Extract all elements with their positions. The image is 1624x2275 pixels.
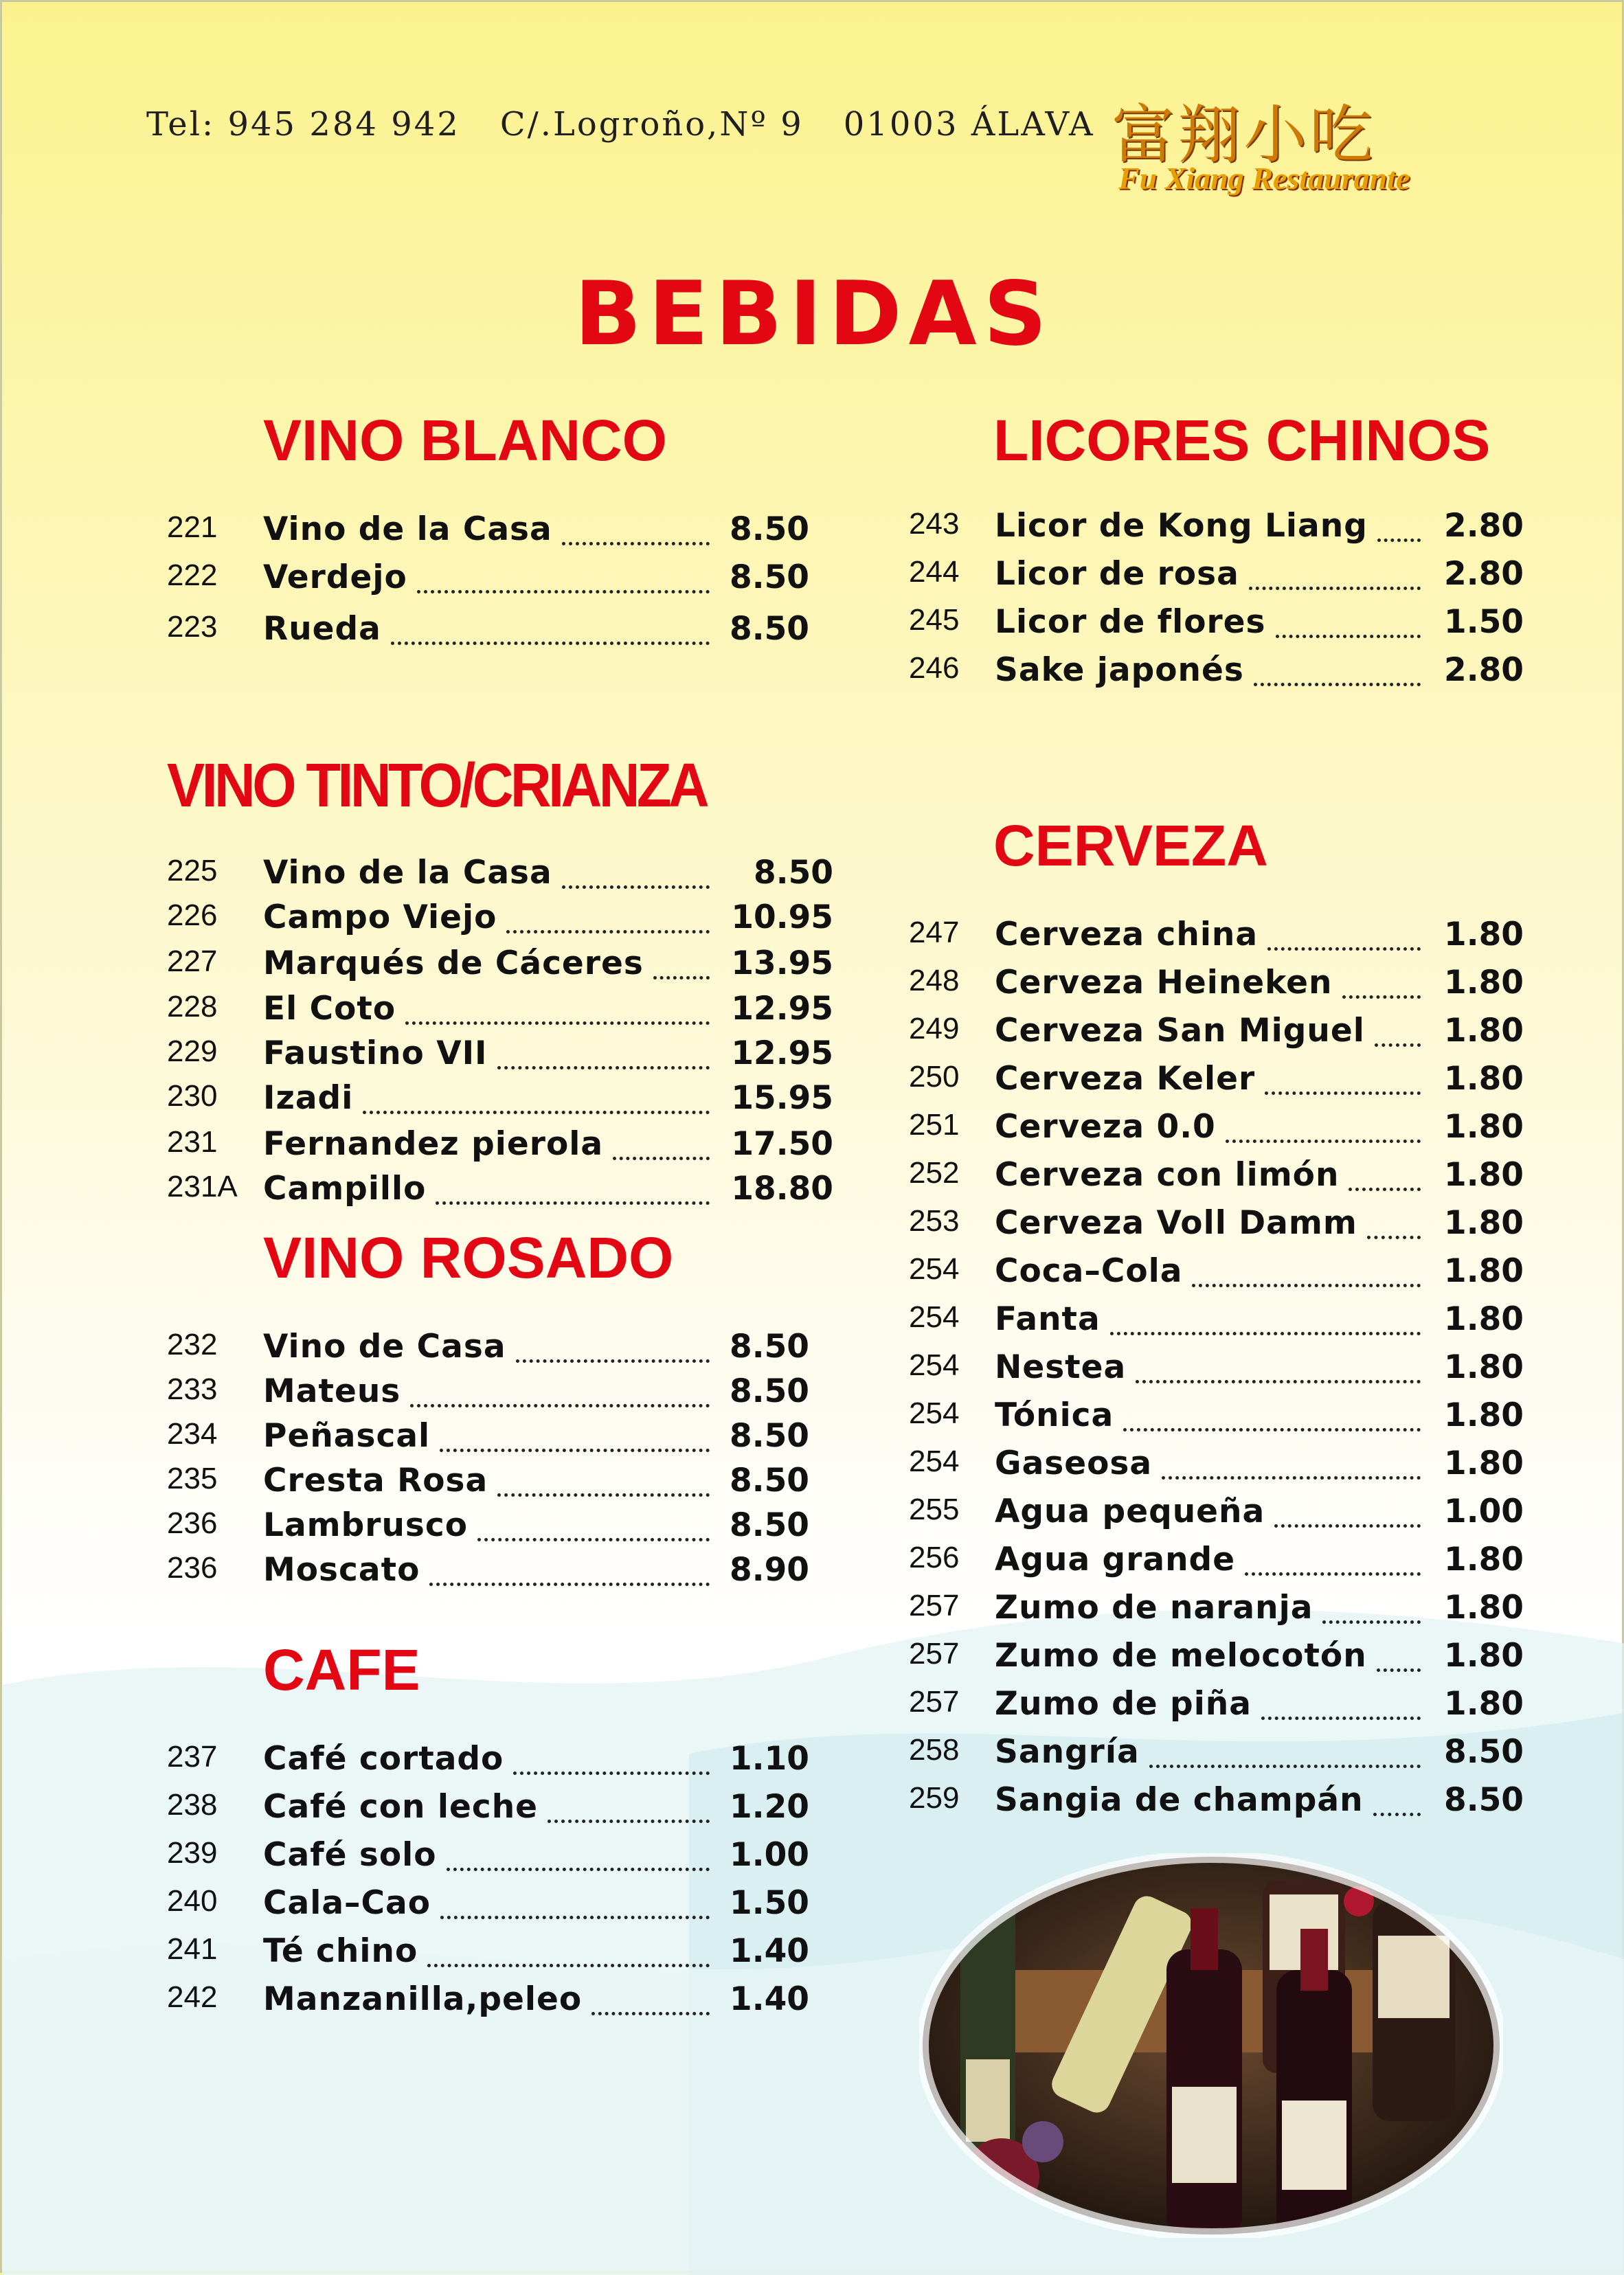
dot-leader <box>1249 587 1421 590</box>
item-name: Izadi <box>263 1079 354 1117</box>
dot-leader <box>1373 1813 1421 1816</box>
item-price: 1.10 <box>730 1740 809 1778</box>
menu-item-row <box>167 1980 816 2028</box>
menu-item-row <box>167 510 816 558</box>
menu-item-row <box>909 1733 1531 1781</box>
item-name: Cerveza 0.0 <box>995 1108 1216 1146</box>
item-name: Cerveza Keler <box>995 1060 1256 1098</box>
item-code: 250 <box>909 1060 960 1094</box>
item-price: 1.40 <box>730 1932 809 1970</box>
item-name: Mateus <box>263 1372 401 1410</box>
item-name: Zumo de naranja <box>995 1589 1313 1627</box>
item-code: 236 <box>167 1551 218 1585</box>
item-price: 1.00 <box>730 1836 809 1874</box>
item-name: Nestea <box>995 1348 1127 1386</box>
dot-leader <box>417 590 710 593</box>
item-name: Vino de la Casa <box>263 510 552 548</box>
item-price: 8.50 <box>730 1372 809 1410</box>
item-code: 254 <box>909 1300 960 1334</box>
wine-bottles-photo <box>919 1853 1503 2238</box>
menu-item-row <box>909 603 1531 651</box>
item-price: 10.95 <box>731 898 833 936</box>
item-name: Agua grande <box>995 1541 1236 1578</box>
dot-leader <box>1149 1765 1421 1768</box>
dot-leader <box>591 2012 710 2015</box>
dot-leader <box>497 1493 710 1497</box>
item-code: 231A <box>167 1170 238 1203</box>
dot-leader <box>1367 1236 1421 1239</box>
item-code: 228 <box>167 990 218 1023</box>
item-name: Marqués de Cáceres <box>263 944 644 982</box>
section-title-vino-blanco: VINO BLANCO <box>263 408 667 473</box>
item-name: Verdejo <box>263 558 407 596</box>
dot-leader <box>653 976 710 980</box>
item-code: 256 <box>909 1541 960 1574</box>
item-code: 251 <box>909 1108 960 1142</box>
menu-item-row <box>909 1685 1531 1733</box>
item-price: 17.50 <box>731 1125 833 1163</box>
item-name: El Coto <box>263 990 396 1028</box>
dot-leader <box>1245 1572 1421 1576</box>
dot-leader <box>1276 635 1421 638</box>
menu-item-row <box>909 1156 1531 1204</box>
item-price: 1.80 <box>1444 1445 1524 1482</box>
menu-item-row <box>167 898 840 947</box>
menu-item-row <box>167 1170 840 1218</box>
dot-leader <box>562 542 710 545</box>
section-title-cafe: CAFE <box>263 1638 420 1702</box>
item-code: 252 <box>909 1156 960 1190</box>
dot-leader <box>1162 1476 1421 1480</box>
dot-leader <box>1192 1284 1421 1287</box>
section-title-cerveza: CERVEZA <box>993 813 1268 878</box>
dot-leader <box>1274 1524 1421 1528</box>
phone-number: Tel: 945 284 942 <box>146 105 460 144</box>
item-code: 246 <box>909 651 960 685</box>
item-price: 8.50 <box>730 1328 809 1366</box>
item-price: 1.80 <box>1444 1108 1524 1146</box>
item-price: 1.80 <box>1444 1060 1524 1098</box>
menu-item-row <box>909 1541 1531 1589</box>
item-code: 232 <box>167 1328 218 1361</box>
item-code: 244 <box>909 555 960 589</box>
menu-item-row <box>167 558 816 607</box>
item-price: 1.80 <box>1444 1300 1524 1338</box>
item-code: 249 <box>909 1012 960 1045</box>
item-code: 234 <box>167 1417 218 1451</box>
item-code: 222 <box>167 558 218 592</box>
item-price: 1.00 <box>1444 1493 1524 1530</box>
item-name: Faustino VII <box>263 1034 488 1072</box>
item-code: 221 <box>167 510 218 544</box>
dot-leader <box>429 1583 710 1586</box>
menu-item-row <box>909 1493 1531 1541</box>
contact-header <box>146 105 1135 144</box>
item-price: 1.80 <box>1444 1637 1524 1675</box>
dot-leader <box>1267 947 1421 951</box>
item-name: Campo Viejo <box>263 898 497 936</box>
item-name: Sangia de champán <box>995 1781 1364 1819</box>
section-title-vino-tinto: VINO TINTO/CRIANZA <box>167 751 707 820</box>
menu-item-row <box>909 1445 1531 1493</box>
dot-leader <box>440 1916 710 1919</box>
menu-item-row <box>167 1932 816 1980</box>
logo-chinese-name: 富翔小吃 <box>1112 98 1376 172</box>
menu-item-row <box>167 1740 816 1788</box>
menu-item-row <box>167 1788 816 1836</box>
menu-item-row <box>167 1328 816 1376</box>
item-price: 8.50 <box>730 610 809 648</box>
item-code: 254 <box>909 1445 960 1478</box>
menu-item-row <box>909 1108 1531 1156</box>
item-name: Cerveza con limón <box>995 1156 1340 1194</box>
street-address: C/.Logroño,Nº 9 <box>499 105 804 144</box>
dot-leader <box>1110 1332 1421 1335</box>
item-code: 254 <box>909 1396 960 1430</box>
menu-item-row <box>167 990 840 1038</box>
menu-item-row <box>909 964 1531 1012</box>
item-code: 227 <box>167 944 218 978</box>
item-name: Café solo <box>263 1836 437 1874</box>
menu-item-row <box>909 1252 1531 1300</box>
item-name: Cerveza Voll Damm <box>995 1204 1357 1242</box>
dot-leader <box>548 1820 710 1823</box>
item-code: 236 <box>167 1506 218 1540</box>
menu-item-row <box>909 1348 1531 1396</box>
item-code: 230 <box>167 1079 218 1113</box>
dot-leader <box>497 1066 710 1069</box>
item-code: 254 <box>909 1348 960 1382</box>
dot-leader <box>1342 995 1421 999</box>
postal-city: 01003 ÁLAVA <box>843 105 1095 144</box>
dot-leader <box>391 642 710 645</box>
item-price: 8.50 <box>730 558 809 596</box>
item-price: 1.80 <box>1444 1589 1524 1627</box>
item-name: Gaseosa <box>995 1445 1153 1482</box>
item-code: 257 <box>909 1589 960 1622</box>
item-name: Manzanilla,peleo <box>263 1980 583 2018</box>
dot-leader <box>562 885 710 889</box>
item-code: 245 <box>909 603 960 637</box>
item-name: Cala–Cao <box>263 1884 431 1922</box>
item-name: Licor de Kong Liang <box>995 507 1368 545</box>
item-price: 1.50 <box>730 1884 809 1922</box>
dot-leader <box>440 1449 710 1452</box>
item-price: 13.95 <box>731 944 833 982</box>
logo-english-name: Fu Xiang Restaurante <box>1118 161 1410 196</box>
item-name: Café con leche <box>263 1788 539 1826</box>
item-price: 8.50 <box>1444 1733 1524 1771</box>
menu-item-row <box>167 944 840 993</box>
menu-item-row <box>909 555 1531 603</box>
item-name: Agua pequeña <box>995 1493 1265 1530</box>
item-code: 247 <box>909 916 960 949</box>
item-price: 8.50 <box>1444 1781 1524 1819</box>
item-name: Fernandez pierola <box>263 1125 604 1163</box>
item-code: 229 <box>167 1034 218 1068</box>
item-name: Lambrusco <box>263 1506 469 1544</box>
item-price: 12.95 <box>731 990 833 1028</box>
menu-item-row <box>167 1372 816 1421</box>
item-price: 1.80 <box>1444 1396 1524 1434</box>
item-name: Té chino <box>263 1932 418 1970</box>
item-code: 241 <box>167 1932 218 1966</box>
item-price: 8.50 <box>754 854 833 892</box>
menu-item-row <box>909 1204 1531 1252</box>
item-price: 1.80 <box>1444 1685 1524 1723</box>
item-code: 257 <box>909 1685 960 1719</box>
item-price: 8.50 <box>730 1462 809 1499</box>
menu-item-row <box>167 1462 816 1510</box>
item-price: 2.80 <box>1444 651 1524 689</box>
item-code: 240 <box>167 1884 218 1918</box>
dot-leader <box>447 1868 710 1871</box>
dot-leader <box>1349 1188 1421 1191</box>
dot-leader <box>1136 1380 1421 1383</box>
item-name: Campillo <box>263 1170 427 1208</box>
dot-leader <box>477 1538 710 1541</box>
menu-item-row <box>167 610 816 658</box>
item-code: 243 <box>909 507 960 541</box>
item-name: Vino de la Casa <box>263 854 552 892</box>
item-name: Rueda <box>263 610 381 648</box>
menu-item-row <box>909 1300 1531 1348</box>
item-name: Zumo de piña <box>995 1685 1252 1723</box>
item-price: 1.80 <box>1444 1012 1524 1050</box>
item-price: 1.80 <box>1444 1541 1524 1578</box>
item-price: 1.80 <box>1444 964 1524 1001</box>
item-name: Café cortado <box>263 1740 504 1778</box>
dot-leader <box>1123 1428 1421 1431</box>
item-price: 1.40 <box>730 1980 809 2018</box>
item-price: 8.50 <box>730 510 809 548</box>
menu-item-row <box>167 1884 816 1932</box>
menu-item-row <box>167 1417 816 1465</box>
item-code: 248 <box>909 964 960 997</box>
item-code: 223 <box>167 610 218 644</box>
item-code: 242 <box>167 1980 218 2014</box>
section-title-licores-chinos: LICORES CHINOS <box>993 408 1491 473</box>
section-title-vino-rosado: VINO ROSADO <box>263 1225 674 1290</box>
item-name: Cerveza china <box>995 916 1259 953</box>
item-price: 1.80 <box>1444 1348 1524 1386</box>
item-name: Moscato <box>263 1551 420 1589</box>
item-name: Vino de Casa <box>263 1328 506 1366</box>
dot-leader <box>1322 1620 1421 1624</box>
item-name: Licor de rosa <box>995 555 1239 593</box>
item-price: 2.80 <box>1444 507 1524 545</box>
item-code: 231 <box>167 1125 218 1159</box>
dot-leader <box>516 1359 710 1363</box>
item-name: Fanta <box>995 1300 1101 1338</box>
item-price: 1.80 <box>1444 916 1524 953</box>
dot-leader <box>613 1157 710 1160</box>
menu-item-row <box>909 1589 1531 1637</box>
item-price: 8.50 <box>730 1506 809 1544</box>
menu-item-row <box>167 1551 816 1599</box>
item-code: 226 <box>167 898 218 932</box>
item-price: 1.80 <box>1444 1252 1524 1290</box>
page-title: BEBIDAS <box>574 263 1054 365</box>
item-code: 238 <box>167 1788 218 1822</box>
dot-leader <box>1261 1717 1421 1720</box>
dot-leader <box>363 1111 710 1114</box>
dot-leader <box>410 1404 710 1407</box>
item-code: 258 <box>909 1733 960 1767</box>
item-price: 1.80 <box>1444 1156 1524 1194</box>
item-price: 18.80 <box>731 1170 833 1208</box>
menu-item-row <box>167 1506 816 1554</box>
item-code: 235 <box>167 1462 218 1495</box>
menu-item-row <box>167 1836 816 1884</box>
dot-leader <box>1254 683 1421 686</box>
item-price: 1.80 <box>1444 1204 1524 1242</box>
item-price: 12.95 <box>731 1034 833 1072</box>
item-name: Sangría <box>995 1733 1140 1771</box>
dot-leader <box>513 1772 710 1775</box>
menu-item-row <box>909 651 1531 699</box>
item-code: 225 <box>167 854 218 887</box>
item-price: 1.50 <box>1444 603 1524 641</box>
menu-item-row <box>909 1060 1531 1108</box>
menu-item-row <box>909 916 1531 964</box>
menu-item-row <box>909 507 1531 555</box>
item-name: Cerveza San Miguel <box>995 1012 1365 1050</box>
item-name: Cresta Rosa <box>263 1462 488 1499</box>
item-code: 257 <box>909 1637 960 1671</box>
menu-item-row <box>909 1012 1531 1060</box>
item-code: 254 <box>909 1252 960 1286</box>
menu-item-row <box>909 1781 1531 1829</box>
dot-leader <box>1377 539 1421 542</box>
item-name: Zumo de melocotón <box>995 1637 1367 1675</box>
item-code: 255 <box>909 1493 960 1526</box>
item-price: 8.90 <box>730 1551 809 1589</box>
dot-leader <box>427 1964 710 1967</box>
item-name: Licor de flores <box>995 603 1266 641</box>
restaurant-logo <box>1112 84 1496 208</box>
dot-leader <box>1375 1043 1421 1047</box>
item-code: 259 <box>909 1781 960 1815</box>
item-price: 1.20 <box>730 1788 809 1826</box>
dot-leader <box>405 1021 710 1025</box>
item-price: 8.50 <box>730 1417 809 1455</box>
menu-item-row <box>167 1034 840 1083</box>
item-name: Cerveza Heineken <box>995 964 1333 1001</box>
item-name: Tónica <box>995 1396 1114 1434</box>
menu-item-row <box>909 1396 1531 1445</box>
item-code: 233 <box>167 1372 218 1406</box>
dot-leader <box>1226 1140 1421 1143</box>
item-name: Sake japonés <box>995 651 1244 689</box>
dot-leader <box>506 930 710 933</box>
item-code: 237 <box>167 1740 218 1774</box>
item-code: 239 <box>167 1836 218 1870</box>
item-name: Coca–Cola <box>995 1252 1183 1290</box>
item-price: 2.80 <box>1444 555 1524 593</box>
dot-leader <box>1377 1668 1421 1672</box>
dot-leader <box>436 1201 710 1205</box>
item-name: Peñascal <box>263 1417 431 1455</box>
menu-item-row <box>167 1079 840 1127</box>
item-price: 15.95 <box>731 1079 833 1117</box>
dot-leader <box>1265 1091 1421 1095</box>
menu-item-row <box>167 854 840 902</box>
menu-item-row <box>909 1637 1531 1685</box>
menu-item-row <box>167 1125 840 1173</box>
item-code: 253 <box>909 1204 960 1238</box>
